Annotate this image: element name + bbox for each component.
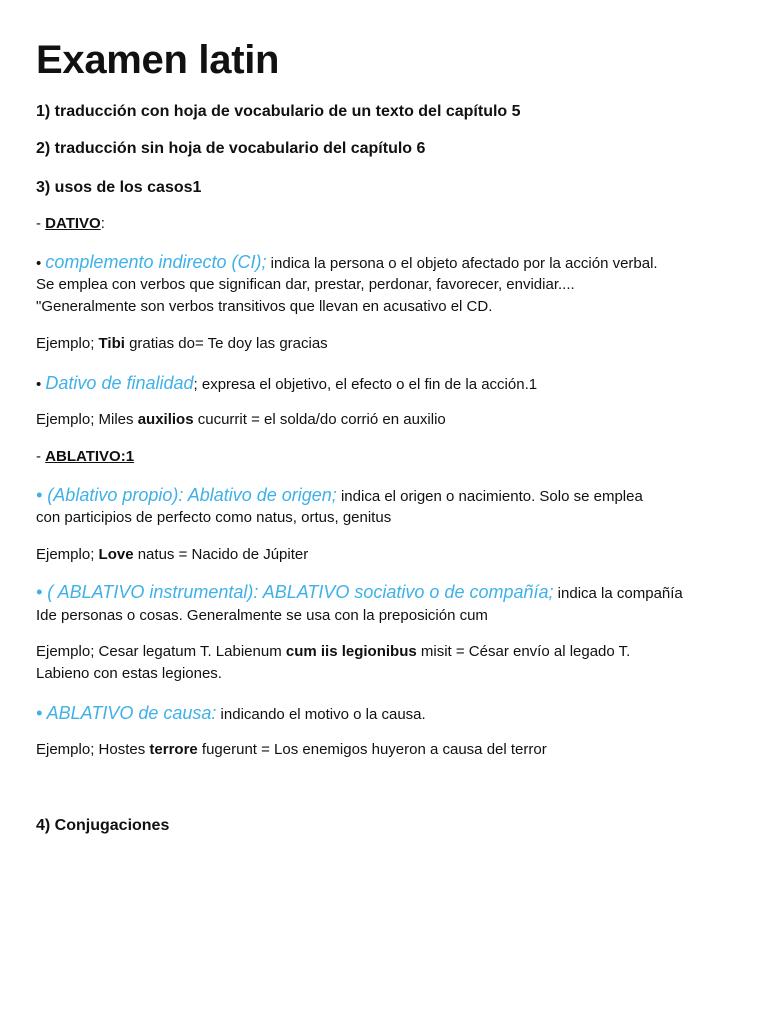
ablativo-dash: - — [36, 448, 46, 465]
example-rest: gratias do= Te doy las gracias — [124, 335, 328, 352]
item-heading-3: 3) usos de los casos1 — [36, 179, 202, 196]
ablativo-label: ABLATIVO:1 — [45, 448, 135, 465]
dativo-heading — [36, 213, 736, 235]
bullet: • — [36, 376, 46, 393]
ablativo-causa-term: • ABLATIVO de causa: — [36, 703, 217, 723]
ablativo-compania-line-2: Ide personas o cosas. Generalmente se usa con la preposición cum — [36, 607, 488, 624]
dativo-finalidad — [36, 372, 736, 396]
page-title: Examen latin — [36, 38, 280, 82]
ablativo-causa — [36, 702, 736, 726]
dativo-ci-line-2: Se emplea con verbos que significan dar, prestar, perdonar, favorecer, envidiar.... — [36, 276, 575, 293]
dativo-ci-term: complemento indirecto (CI); — [45, 252, 267, 272]
ablativo-compania-line-1 — [36, 581, 736, 605]
example-rest: natus = Nacido de Júpiter — [133, 546, 309, 563]
dativo-ci-line-1 — [36, 251, 736, 275]
example-rest: cucurrit = el solda/do corrió en auxilio — [193, 411, 446, 428]
ablativo-origen-line-2: con participios de perfecto como natus, ortus, genitus — [36, 509, 392, 526]
ablativo-heading — [36, 446, 736, 468]
dativo-dash: - — [36, 215, 46, 232]
item-heading-2: 2) traducción sin hoja de vocabulario del capítulo 6 — [36, 140, 426, 157]
bullet: • — [36, 255, 46, 272]
example-rest: fugerunt = Los enemigos huyeron a causa del terror — [197, 741, 547, 758]
example-prefix: Ejemplo; Cesar legatum T. Labienum — [36, 643, 286, 660]
ablativo-origen-text: indica el origen o nacimiento. Solo se emplea — [336, 488, 643, 505]
ablativo-origen-line-1 — [36, 484, 736, 508]
item-heading-1: 1) traducción con hoja de vocabulario de un texto del capítulo 5 — [36, 103, 521, 120]
ablativo-example-2-line-2: Labieno con estas legiones. — [36, 665, 222, 682]
dativo-label: DATIVO — [45, 215, 101, 232]
dativo-colon: : — [100, 215, 105, 232]
example-bold: auxilios — [137, 411, 194, 428]
dativo-finalidad-term: Dativo de finalidad — [45, 373, 194, 393]
example-rest: misit = César envío al legado T. — [416, 643, 631, 660]
dativo-ci-line-3: "Generalmente son verbos transitivos que llevan en acusativo el CD. — [36, 298, 493, 315]
ablativo-example-2 — [36, 641, 736, 663]
dativo-example-2 — [36, 409, 736, 431]
ablativo-compania-term: • ( ABLATIVO instrumental): ABLATIVO sociativo o de compañía; — [36, 582, 554, 602]
example-bold: cum iis legionibus — [285, 643, 417, 660]
example-bold: Love — [98, 546, 134, 563]
example-bold: terrore — [149, 741, 198, 758]
dativo-finalidad-text: ; expresa el objetivo, el efecto o el fin de la acción.1 — [193, 376, 538, 393]
example-bold: Tibi — [98, 335, 125, 352]
ablativo-example-1 — [36, 544, 736, 566]
dativo-example-1 — [36, 333, 736, 355]
example-prefix: Ejemplo; — [36, 335, 99, 352]
ablativo-origen-term: • (Ablativo propio): Ablativo de origen; — [36, 485, 337, 505]
example-prefix: Ejemplo; — [36, 546, 99, 563]
dativo-ci-text: indica la persona o el objeto afectado por la acción verbal. — [266, 255, 658, 272]
item-heading-4: 4) Conjugaciones — [36, 817, 170, 834]
example-prefix: Ejemplo; Miles — [36, 411, 138, 428]
ablativo-causa-text: indicando el motivo o la causa. — [216, 706, 426, 723]
ablativo-compania-text: indica la compañía — [553, 585, 683, 602]
ablativo-example-3 — [36, 739, 736, 761]
example-prefix: Ejemplo; Hostes — [36, 741, 150, 758]
